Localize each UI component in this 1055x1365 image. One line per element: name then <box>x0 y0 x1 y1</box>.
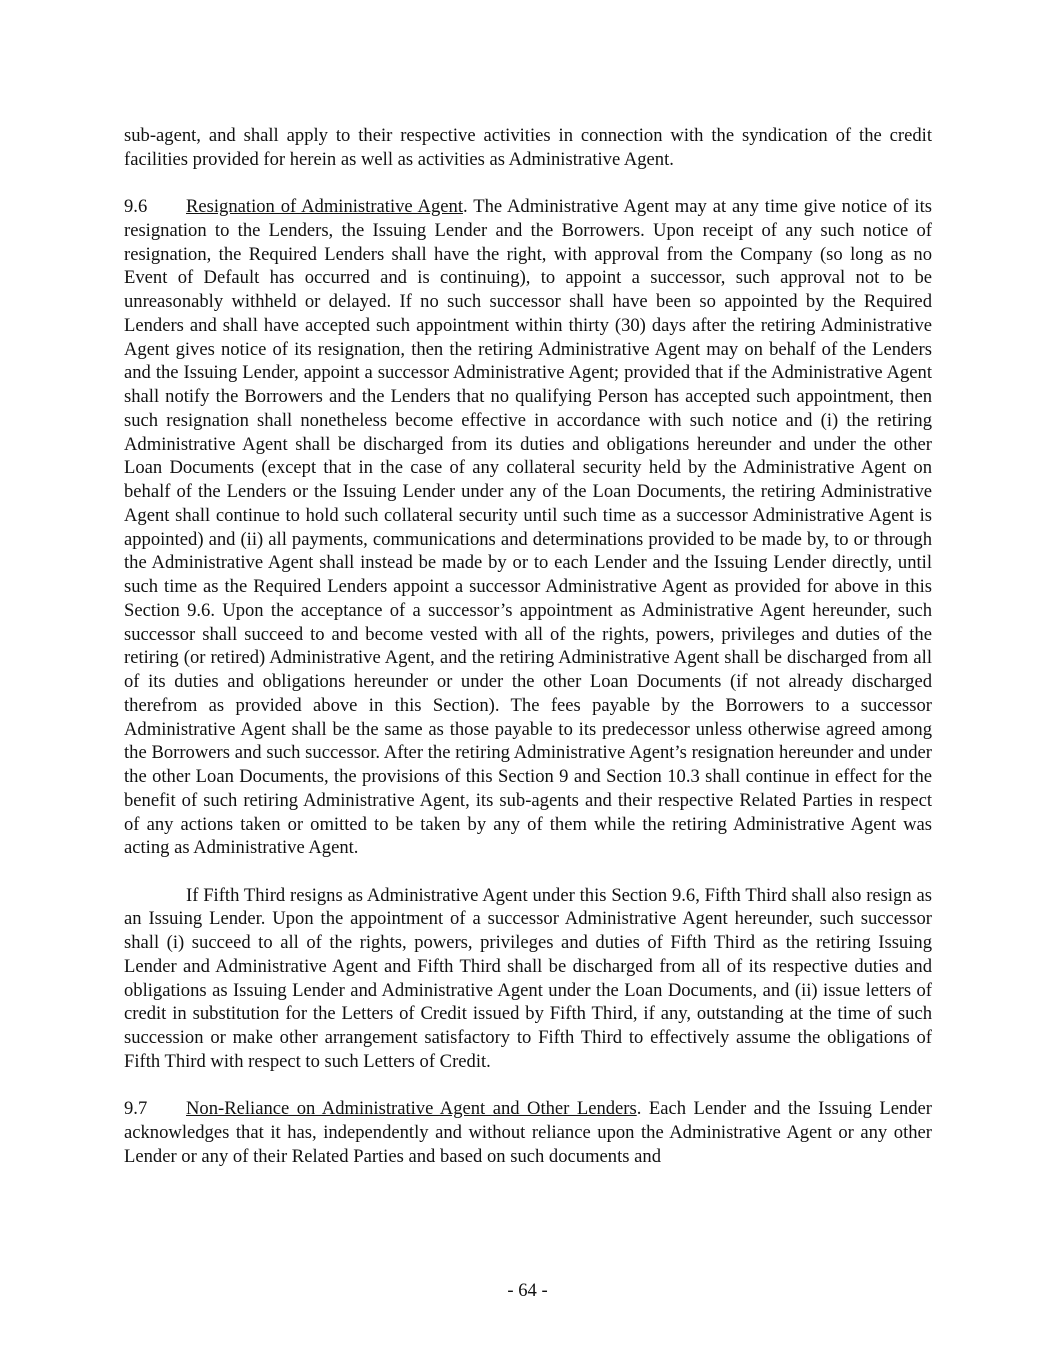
section-9-6-paragraph <box>124 195 932 860</box>
section-number: 9.7 <box>124 1098 148 1119</box>
section-heading: Non-Reliance on Administrative Agent and Other Lenders <box>186 1098 637 1119</box>
section-body: . The Administrative Agent may at any time give notice of its resignation to the Lenders, the Issuing Lender and the Borrowers. Upon receipt of any such notice of resignation, the Required Lenders shall have the right, with approval from the Company (so long as no Event of Default has occurred and is continuing), to appoint a successor, such approval not to be unreasonably withheld or delayed. If no such successor shall have been so appointed by the Required Lenders and shall have accepted such appointment within thirty (30) days after the retiring Administrative Agent gives notice of its resignation, then the retiring Administrative Agent may on behalf of the Lenders and the Issuing Lender, appoint a successor Administrative Agent; provided that if the Administrative Agent shall notify the Borrowers and the Lenders that no qualifying Person has accepted such appointment, then such resignation shall nonetheless become effective in accordance with such notice and (i) the retiring Administrative Agent shall be discharged from its duties and obligations hereunder and under the other Loan Documents (except that in the case of any collateral security held by the Administrative Agent on behalf of the Lenders or the Issuing Lender under any of the Loan Documents, the retiring Administrative Agent shall continue to hold such collateral security until such time as a successor Administrative Agent is appointed) and (ii) all payments, communications and determinations provided to be made by, to or through the Administrative Agent shall instead be made by or to each Lender and the Issuing Lender directly, until such time as the Required Lenders appoint a successor Administrative Agent as provided for above in this Section 9.6. Upon the acceptance of a successor’s appointment as Administrative Agent hereunder, such successor shall succeed to and become vested with all of the rights, powers, privileges and duties of the retiring (or retired) Administrative Agent, and the retiring Administrative Agent shall be discharged from all of its duties and obligations hereunder or under the other Loan Documents (if not already discharged therefrom as provided above in this Section). The fees payable by the Borrowers to a successor Administrative Agent shall be the same as those payable to its predecessor unless otherwise agreed among the Borrowers and such successor. After the retiring Administrative Agent’s resignation hereunder and under the other Loan Documents, the provisions of this Section 9 and Section 10.3 shall continue in effect for the benefit of such retiring Administrative Agent, its sub-agents and their respective Related Parties in respect of any actions taken or omitted to be taken by any of them while the retiring Administrative Agent was acting as Administrative Agent. <box>124 196 932 859</box>
page-number: - 64 - <box>507 1280 548 1301</box>
section-number: 9.6 <box>124 196 148 217</box>
continuation-paragraph: sub-agent, and shall apply to their respective activities in connection with the syndication of the credit facilities provided for herein as well as activities as Administrative Agent. <box>124 125 932 170</box>
section-9-7-paragraph <box>124 1097 932 1168</box>
document-page <box>124 124 932 1168</box>
section-heading: Resignation of Administrative Agent <box>186 196 463 217</box>
section-body: . Each Lender and the Issuing Lender acknowledges that it has, independently and without reliance upon the Administrative Agent or any other Lender or any of their Related Parties and based on such documents and <box>124 1098 932 1167</box>
fifth-third-paragraph: If Fifth Third resigns as Administrative Agent under this Section 9.6, Fifth Third shall also resign as an Issuing Lender. Upon the appointment of a successor Administrative Agent hereunder, such successor shall (i) succeed to all of the rights, powers, privileges and duties of Fifth Third as the retiring Issuing Lender and Administrative Agent and Fifth Third shall be discharged from all of its respective duties and obligations as Issuing Lender and Administrative Agent under the Loan Documents, and (ii) issue letters of credit in substitution for the Letters of Credit issued by Fifth Third, if any, outstanding at the time of such succession or make other arrangement satisfactory to Fifth Third to effectively assume the obligations of Fifth Third with respect to such Letters of Credit. <box>124 884 932 1072</box>
